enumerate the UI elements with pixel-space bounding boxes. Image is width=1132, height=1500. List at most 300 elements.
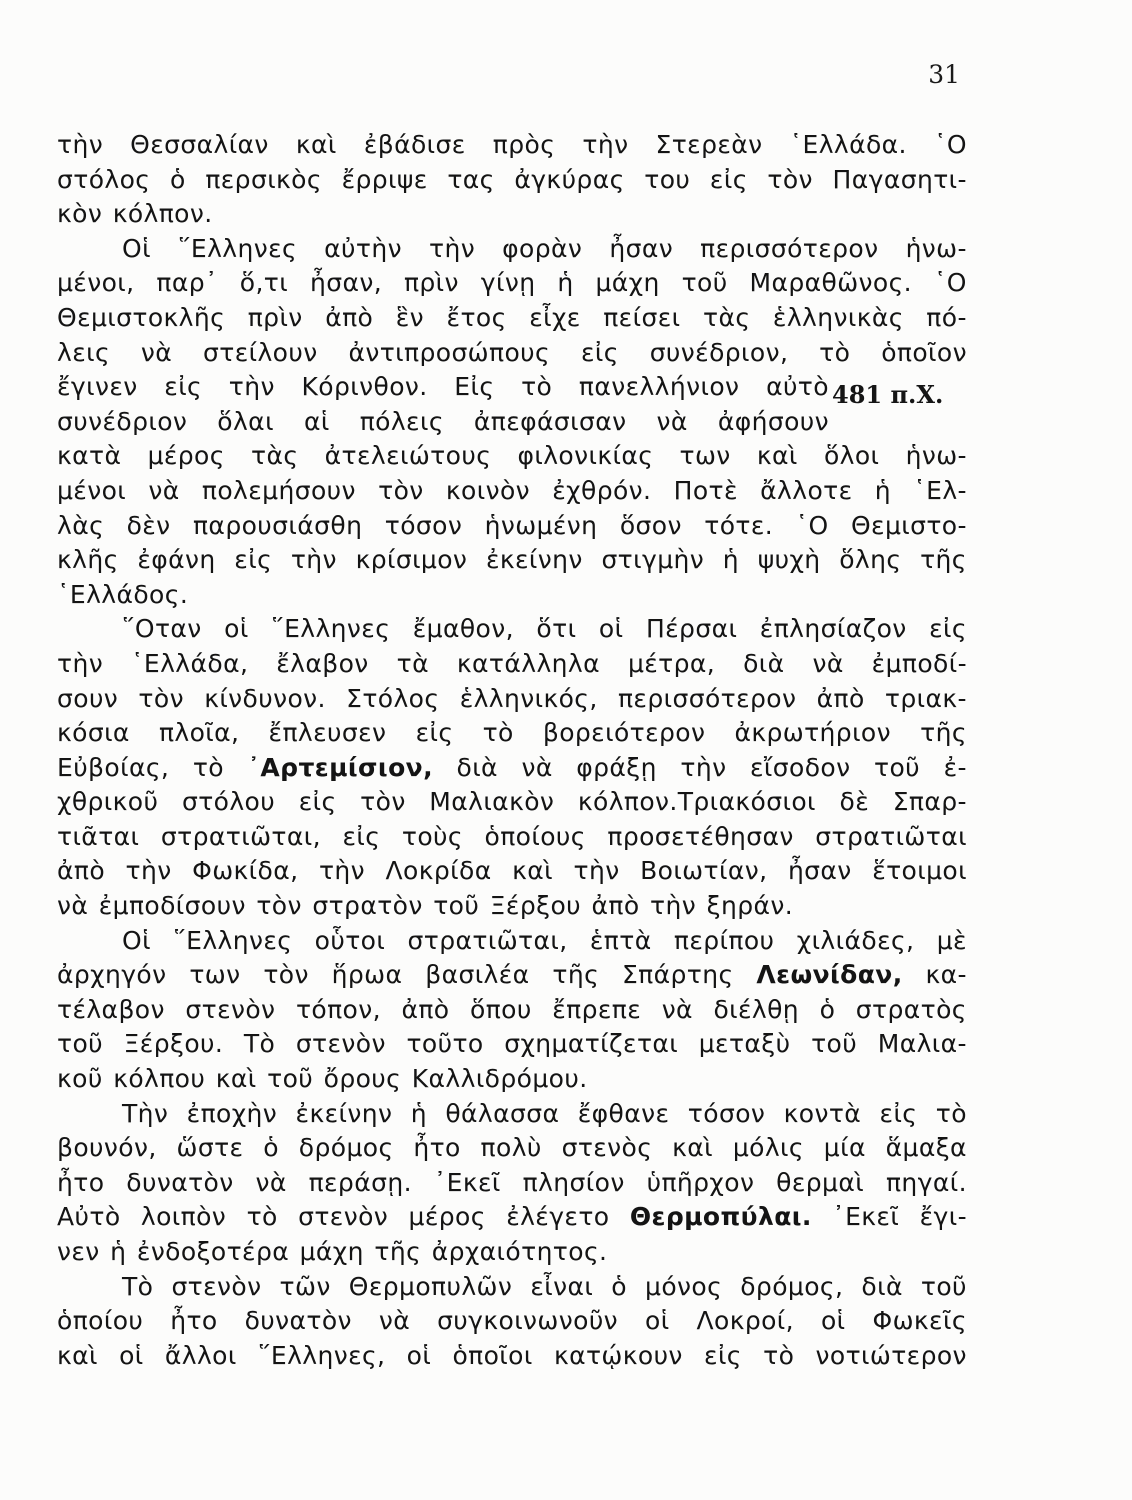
word: δὲ [839,787,870,817]
word: Τὴν [122,1098,169,1128]
word: ἦσαν, [309,268,383,298]
word: ὁποίους [484,821,586,851]
word: Πέρσαι [645,614,738,644]
word: τὴν [290,545,337,575]
word: παρουσιάσθη [192,510,363,540]
word: ἀπὸ [325,302,374,332]
word: εἰς [580,337,619,367]
word: ἦσαν [787,856,852,886]
word: κοντὰ [783,1098,862,1128]
word: νὰ [378,1306,411,1336]
word: Θερμοπυλῶν [348,1271,513,1301]
word: αὐτὸ [766,372,829,402]
word: ὅλαι [217,406,274,436]
word: ῞Οταν [122,614,202,644]
word: λὰς [57,510,105,540]
word: μέτρα, [627,648,716,678]
word: βορειότερον [542,718,706,748]
word: καὶ [512,856,553,886]
word: ἔμαθον, [412,614,514,644]
word: κατάλληλα [456,648,600,678]
word: ξηράν. [706,891,794,921]
word: Θερμοπύλαι. [629,1202,812,1232]
word: ἦτο [413,1133,461,1163]
word: ἀντιπροσώπους [348,337,551,367]
word: Μαλια- [877,1029,967,1059]
text-line [57,266,967,301]
word: ἔπρεπε [552,994,642,1024]
word: δρόμος, [740,1271,844,1301]
word: κλῆς [57,545,119,575]
word: τας [447,164,495,194]
word: ἀρχαιότητος. [431,1237,608,1266]
text-line [57,1235,967,1270]
word: οἱ [406,1340,432,1370]
word: στείλουν [203,337,318,367]
word: Εὐβοίας, [57,752,170,782]
word: εἰς [164,372,203,402]
word: Ποτὲ [673,475,738,505]
text-line [57,1304,967,1339]
word: στενὸν [185,994,276,1024]
word: Θεμιστοκλῆς [57,302,226,332]
word: αὐτὴν [324,233,402,263]
word: πολὺ [480,1133,542,1163]
word: Στερεὰν [655,130,763,159]
text-line [57,647,967,682]
word: ἀπεφάσισαν [473,406,627,436]
word: κόλπον. [112,199,213,229]
word: γίνῃ [480,268,536,298]
word: προσετέθησαν [607,821,794,851]
word: ὄρους [323,1064,402,1094]
word: πολεμήσουν [201,475,356,505]
word: ἐ- [943,752,967,782]
word: τὸν [360,787,406,817]
word: πείσει [603,302,681,332]
word: νὰ [148,475,180,505]
word: νὰ [521,752,553,782]
word: στρατιῶται [815,821,967,851]
word: μέρος [408,1202,486,1232]
text-line [57,785,967,820]
word: στενὸν [298,1202,389,1232]
word: ᾽Εκεῖ [832,1202,900,1232]
word: ῾Ο [933,130,967,159]
word: Καλλιδρόμου. [411,1064,588,1094]
text-line [57,716,967,751]
word: οἱ [119,1340,144,1370]
word: ἀτελειώτους [324,441,492,471]
word: νὰ [812,648,844,678]
text-line [57,924,967,959]
word: τὰς [251,441,299,471]
word: ῞Ελληνες [173,925,293,955]
word: ἓν [395,302,425,332]
word: καὶ [672,1133,714,1163]
word: Σπάρτης [621,960,734,990]
word: εἶναι [530,1271,594,1301]
word: ἦτο [57,1167,105,1197]
word: ἐπλησίαζον [759,614,907,644]
word: ἡνω- [905,233,967,263]
word: εἰς [929,614,967,644]
word: τοῦ [57,1029,104,1059]
word: ῾Ελλάδα, [131,648,249,678]
word: τοὺς [401,821,463,851]
word: ἐλέγετο [506,1202,610,1232]
word: τοῦ [267,1064,314,1094]
word: ὁ [263,1133,279,1163]
word: μία [823,1133,866,1163]
word: κόλπον.Τριακόσιοι [577,787,816,817]
word: ῾Ελλάδος. [57,579,189,609]
word: ἡνωμένη [484,510,598,540]
text-line [57,439,967,474]
word: πλησίον [522,1167,625,1197]
word: τὸ [521,372,553,402]
word: τὸ [246,1202,278,1232]
word: μάχη [595,268,660,298]
word: ῞Ελληνες, [257,1340,386,1370]
word: Λοκροί, [696,1306,795,1336]
margin-date-note: 481 π.Χ. [832,380,944,409]
word: ψυχὴ [757,545,821,575]
word: στόλου [181,787,276,817]
text-line [57,509,967,544]
word: πρὶν [403,268,459,298]
word: λοιπὸν [140,1202,227,1232]
word: μόνος [645,1271,723,1301]
word: σχηματίζεται [504,1029,679,1059]
word: ἀκρωτήριον [734,718,891,748]
word: ῾Ο [795,510,829,540]
word: τιᾶται [57,821,140,851]
word: σουν [57,683,119,713]
word: τότε. [704,510,774,540]
word: ῾Ελλάδα. [789,130,907,159]
word: πρὶν [247,302,303,332]
word: ἡνω- [905,441,967,471]
word: ἡ [874,475,892,505]
word: εἶχε [529,302,581,332]
text-line [57,543,967,578]
word: διὰ [456,752,498,782]
word: ἡ [110,1237,127,1266]
word: ἐνδοξοτέρα [136,1237,290,1266]
word: εἰς [298,787,337,817]
word: τοῦ [874,752,921,782]
word: ἀγκύρας [514,164,625,194]
word: ὁποίου [57,1306,144,1336]
word: περίπου [673,925,775,955]
word: Θεσσαλίαν [130,130,269,159]
word: βασιλέα [425,960,530,990]
word: ῞Ελληνες [178,233,298,263]
word: μένοι, [57,268,135,298]
word: τὸ [763,1340,795,1370]
word: τὴν [650,891,697,921]
word: χθρικοῦ [57,787,159,817]
word: παρ᾽ [156,268,218,298]
word: ἔπλευσεν [268,718,387,748]
word: Μαλιακὸν [429,787,555,817]
word: μάχη [299,1237,364,1266]
word: στιγμὴν [601,545,705,575]
word: κὸν [57,199,103,229]
word: τὴν [125,856,172,886]
word: ἡ [722,545,740,575]
word: κίνδυνον. [204,683,326,713]
word: ἀπὸ [57,856,106,886]
text-line [57,370,829,405]
word: ἔγι- [919,1202,967,1232]
word: εἰς [879,1098,918,1128]
word: καὶ [295,130,337,159]
word: μόλις [732,1133,804,1163]
word: τὴν [57,648,104,678]
text-line [57,993,967,1028]
word: τὸν [378,475,424,505]
word: τοῦτο [406,1029,484,1059]
word: τῶν [279,1271,331,1301]
word: κρίσιμον [355,545,468,575]
word: θερμαὶ [776,1167,865,1197]
word: τῆς [552,960,600,990]
text-line [57,1027,967,1062]
word: ῾Ο [933,268,967,298]
word: τὴν [573,856,620,886]
word: τὸ [819,337,851,367]
word: τοῦ [920,1271,967,1301]
word: εἰς [415,718,454,748]
word: εἰς [234,545,273,575]
word: τὴν [318,856,366,886]
word: τὸ [192,752,224,782]
word: Σπαρ- [892,787,967,817]
word: ἐχθρόν. [552,475,652,505]
word: ᾽Εκεῖ [433,1167,501,1197]
word: ἐκείνην [295,1098,393,1128]
text-line [57,1270,967,1305]
text-line [57,1097,967,1132]
text-line [57,1166,967,1201]
word: στρατιῶται, [407,925,568,955]
word: περσικὸς [205,164,322,194]
word: νεν [57,1237,100,1266]
text-line [57,336,967,371]
text-line [57,612,967,647]
word: τοῦ [681,268,728,298]
word: νὰ [255,1167,287,1197]
word: ἔτος [446,302,507,332]
text-line [57,578,967,613]
word: ὅπου [470,994,532,1024]
word: ἅμαξα [885,1133,967,1163]
word: πηγαί. [885,1167,967,1197]
word: οὗτοι [314,925,386,955]
word: ὅ,τι [239,268,289,298]
word: στρατιῶται, [160,821,321,851]
word: ῞Ελληνες [271,614,391,644]
word: ἄλλοτε [760,475,853,505]
text-line [57,682,967,717]
word: κα- [925,960,967,990]
word: ἡ [557,268,574,298]
word: περάσῃ. [308,1167,412,1197]
text-line [57,232,967,267]
word: Στόλος [346,683,440,713]
word: πρὸς [492,130,556,159]
word: ἥρωα [331,960,403,990]
text-line [57,1131,967,1166]
word: νὰ [57,891,89,921]
word: εἴσοδον [750,752,851,782]
word: ὅτι [536,614,577,644]
word: στρατὸς [855,994,967,1024]
word: ὁ [819,994,836,1024]
word: του [644,164,691,194]
text-line [57,301,967,336]
word: κοινὸν [445,475,531,505]
word: τῆς [374,1237,422,1266]
word: τὸν [138,683,184,713]
word: Παγασητι- [832,164,967,194]
text-line [57,405,829,440]
word: Κόρινθον. [301,372,428,402]
word: περισσότερον [617,683,797,713]
word: των [189,960,241,990]
word: ᾽Αρτεμίσιον, [247,752,433,782]
word: τὴν [228,372,275,402]
word: ἐκείνην [485,545,583,575]
word: κατὰ [57,441,122,471]
word: τὴν [680,752,727,782]
word: δυνατὸν [126,1167,234,1197]
word: φορὰν [502,233,583,263]
word: διὰ [861,1271,903,1301]
word: συνέδριον, [649,337,789,367]
word: πανελλήνιον [578,372,740,402]
word: στόλος [57,164,151,194]
word: ὁ [169,164,186,194]
word: χιλιάδες, [796,925,915,955]
word: στενὸς [561,1133,653,1163]
text-line [57,889,967,924]
word: ἄλλοι [164,1340,237,1370]
word: ἑπτὰ [589,925,652,955]
word: τὸν [767,164,813,194]
word: Θεμιστο- [850,510,967,540]
word: ἑλληνικός, [459,683,598,713]
word: οἱ [645,1306,670,1336]
word: καὶ [756,441,798,471]
word: τόσον [384,510,463,540]
word: τὸν [263,960,309,990]
word: βουνόν, [57,1133,157,1163]
word: ὥστε [176,1133,244,1163]
word: ὁποῖοι [452,1340,533,1370]
word: κοῦ [57,1064,103,1094]
text-line [57,751,967,786]
word: ἑλληνικὰς [772,302,904,332]
word: τοῦ [811,1029,858,1059]
word: τὴν [57,130,104,159]
word: τὸν [256,891,302,921]
word: οἱ [224,614,249,644]
word: διέλθῃ [713,994,800,1024]
word: εἰς [342,821,381,851]
word: Λεωνίδαν, [756,960,903,990]
word: δρόμος [298,1133,394,1163]
word: ἔλαβον [276,648,369,678]
word: πλοῖα, [158,718,240,748]
word: τέλαβον [57,994,165,1024]
word: Λοκρίδα [385,856,492,886]
text-line [57,197,967,232]
text-line [57,854,967,889]
word: μεταξὺ [698,1029,791,1059]
word: ὅσον [619,510,682,540]
word: Ξέρξου [489,891,582,921]
text-line [57,820,967,855]
word: ἀπὸ [591,891,640,921]
word: στενὸν [295,1029,386,1059]
word: των [679,441,731,471]
word: τόσον [687,1098,766,1128]
word: Ξέρξου. [123,1029,224,1059]
word: εἰς [704,1340,742,1370]
word: διὰ [743,648,785,678]
text-line [57,958,967,993]
word: τὰ [396,648,429,678]
page-number: 31 [928,60,960,89]
word: θάλασσα [445,1098,560,1128]
word: τοῦ [433,891,480,921]
word: Οἱ [122,925,151,955]
word: τῆς [920,545,967,575]
word: ὅλης [839,545,902,575]
word: ἡ [410,1098,427,1128]
word: ἕτοιμοι [872,856,967,886]
word: φράξῃ [576,752,657,782]
word: εἰς [709,164,748,194]
text-line [57,1062,967,1097]
word: στενὸν [171,1271,262,1301]
word: οἱ [820,1306,846,1336]
word: καὶ [57,1340,98,1370]
word: οἱ [598,614,624,644]
word: ἔφθανε [577,1098,670,1128]
word: ἀφήσουν [717,406,829,436]
word: τὰς [703,302,751,332]
word: νοτιώτερον [815,1340,967,1370]
word: λεις [57,337,111,367]
word: ὑπῆρχον [646,1167,755,1197]
word: Αὐτὸ [57,1202,121,1232]
word: ἔρριψε [341,164,428,194]
word: ἀρχηγόν [57,960,167,990]
word: τόπον, [295,994,381,1024]
word: Φωκεῖς [872,1306,967,1336]
word: ἐμποδί- [871,648,967,678]
word: τριακ- [884,683,967,713]
word: Οἱ [122,233,151,263]
word: μένοι [57,475,127,505]
word: ἀπὸ [401,994,450,1024]
word: κόλπου [113,1064,206,1094]
word: νὰ [661,994,693,1024]
